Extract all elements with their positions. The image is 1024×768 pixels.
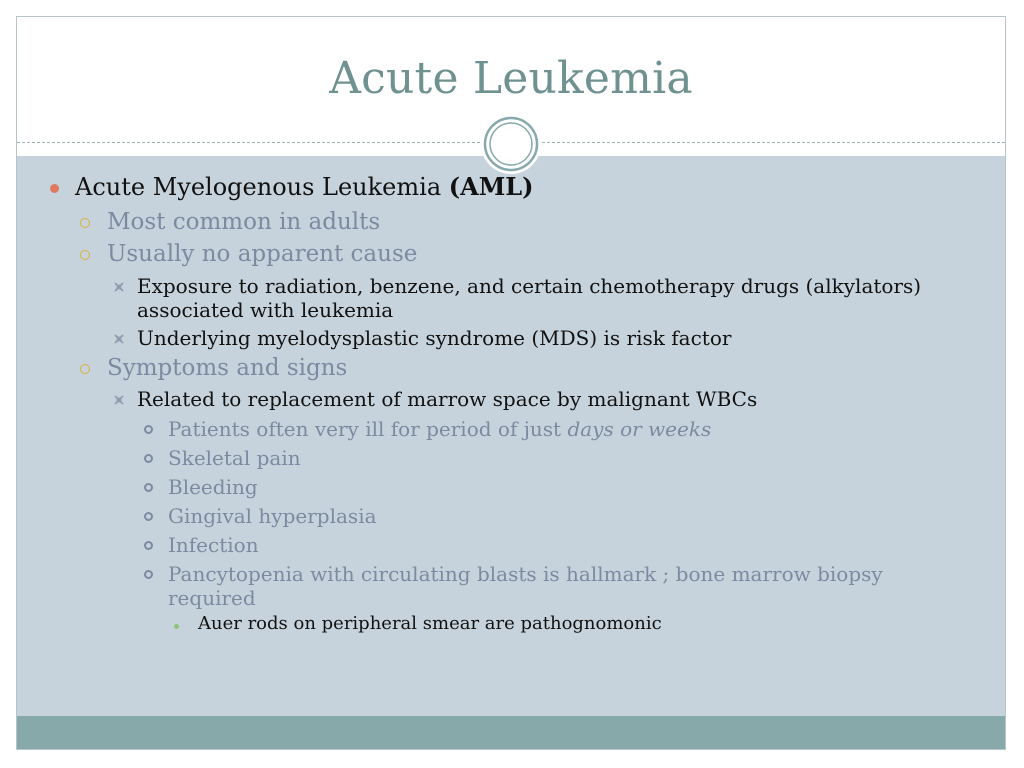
ill-text: Patients often very ill for period of just [168,417,568,441]
list-item-ill [168,417,711,441]
hollow-circle-bullet-icon [80,218,90,228]
x-star-bullet-icon [114,282,124,292]
list-item-skeletal: Skeletal pain [168,446,301,470]
double-ring-circle-icon [479,112,543,176]
list-item-replacement: Related to replacement of marrow space by malignant WBCs [137,387,758,411]
dot-bullet-icon [174,624,179,629]
aml-abbrev: (AML) [448,172,534,201]
ring-bullet-icon [144,541,153,550]
list-item-common: Most common in adults [107,209,381,235]
slide-frame [16,16,1006,750]
hollow-circle-bullet-icon [80,364,90,374]
aml-text: Acute Myelogenous Leukemia [75,173,449,201]
filled-circle-bullet-icon [50,184,59,193]
x-star-bullet-icon [114,334,124,344]
ring-bullet-icon [144,512,153,521]
list-item-gingival: Gingival hyperplasia [168,504,377,528]
list-item-exposure [137,274,967,322]
x-star-bullet-icon [114,395,124,405]
exposure-line-1: Exposure to radiation, benzene, and certain chemotherapy drugs (alkylators) [137,274,922,298]
list-item-symptoms: Symptoms and signs [107,355,348,381]
slide-title: Acute Leukemia [329,53,693,104]
pancytopenia-line-1: Pancytopenia with circulating blasts is hallmark ; bone marrow biopsy [168,562,883,586]
list-item-auer: Auer rods on peripheral smear are pathognomonic [198,613,662,634]
ring-bullet-icon [144,570,153,579]
ill-emphasis: days or weeks [567,417,712,441]
list-item-aml [75,172,534,201]
ring-bullet-icon [144,454,153,463]
list-item-cause: Usually no apparent cause [107,241,418,267]
footer-bar [17,716,1005,750]
pancytopenia-line-2: required [168,586,256,610]
hollow-circle-bullet-icon [80,250,90,260]
list-item-pancytopenia [168,562,958,610]
list-item-bleeding: Bleeding [168,475,258,499]
ring-bullet-icon [144,425,153,434]
list-item-infection: Infection [168,533,259,557]
list-item-mds: Underlying myelodysplastic syndrome (MDS) is risk factor [137,326,732,350]
exposure-line-2: associated with leukemia [137,298,394,322]
ring-bullet-icon [144,483,153,492]
